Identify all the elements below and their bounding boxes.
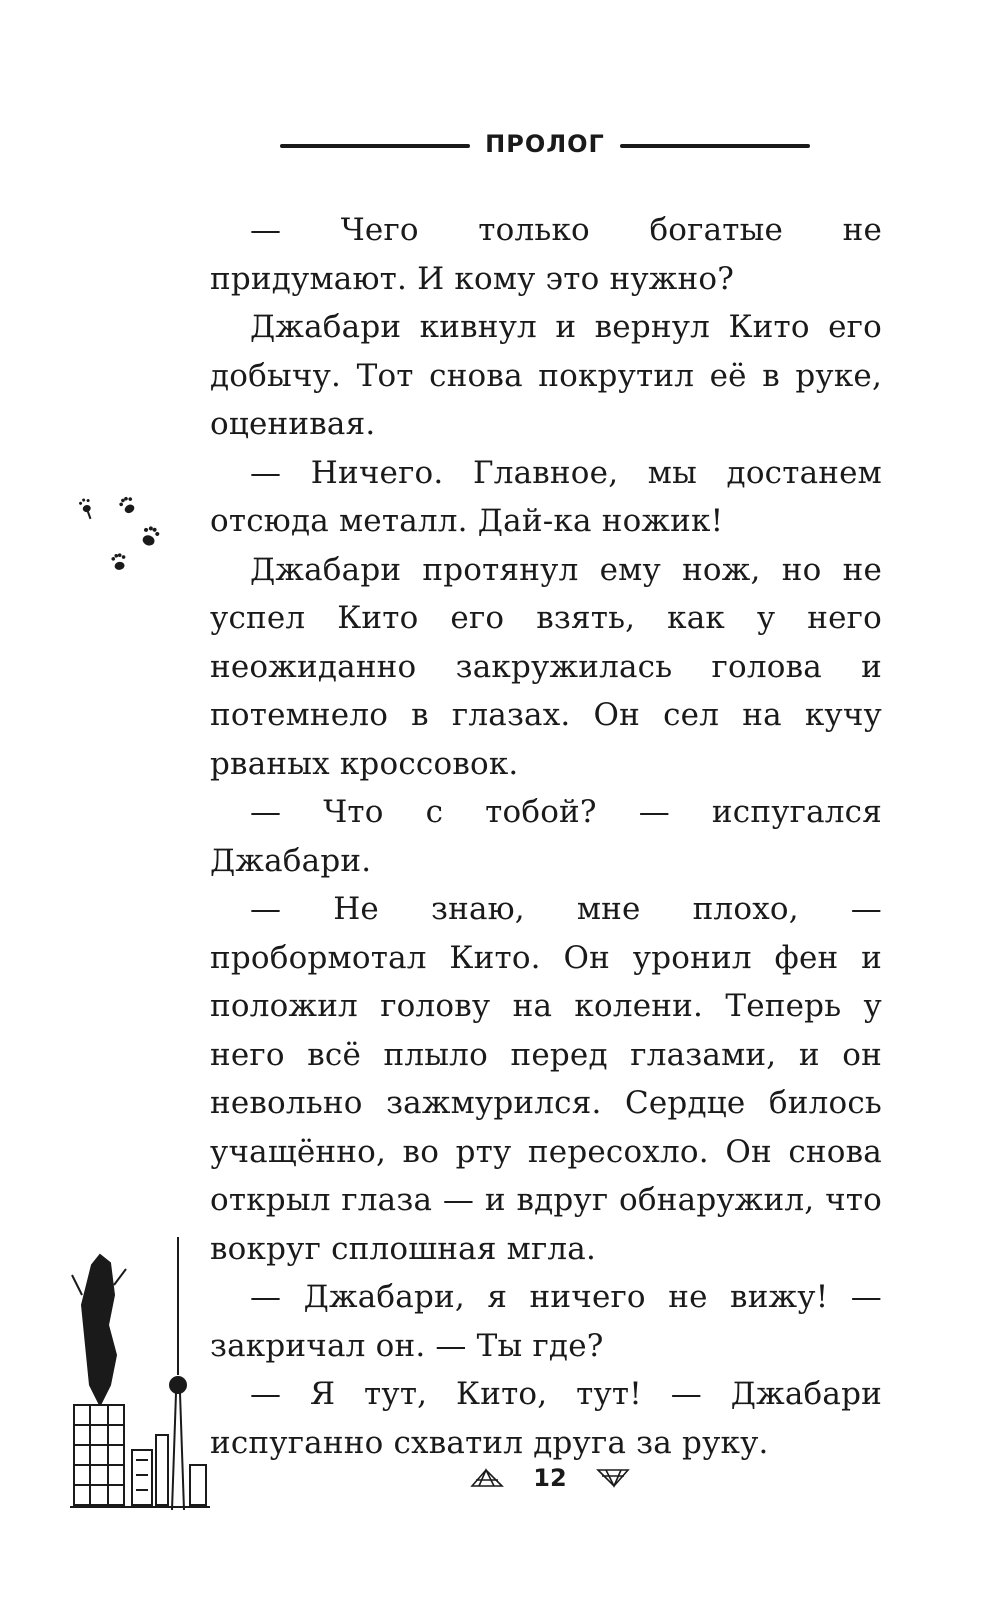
chapter-header: [280, 126, 810, 166]
paragraph: — Что с тобой? — испугался Джабари.: [210, 794, 882, 879]
body-text: [210, 206, 882, 1467]
diamond-ornament-icon: [596, 1466, 630, 1490]
paw-prints-icon: [70, 495, 180, 595]
paragraph: — Чего только богатые не придумают. И кому это нужно?: [210, 212, 882, 297]
page-footer: [470, 1460, 630, 1500]
paragraph: Джабари протянул ему нож, но не успел Кито его взять, как у него неожиданно закружилась голова и потемнело в глазах. Он сел на кучу рваных кроссовок.: [210, 551, 882, 782]
header-rule-left: [280, 144, 470, 148]
paragraph: — Я тут, Кито, тут! — Джабари испуганно схватил друга за руку.: [210, 1376, 882, 1461]
page-number: 12: [533, 1464, 567, 1492]
paragraph: — Не знаю, мне плохо, — пробормотал Кито. Он уронил фен и положил голову на колени. Теперь у него всё плыло перед глазами, и он невольно зажмурился. Сердце билось учащённо, во рту пересохло. Он снова открыл глаза — и вдруг обнаружил, что вокруг сплошная мгла.: [210, 891, 882, 1267]
diamond-ornament-icon: [470, 1466, 504, 1490]
header-rule-right: [620, 144, 810, 148]
paragraph: — Джабари, я ничего не вижу! — закричал он. — Ты где?: [210, 1279, 882, 1364]
chapter-title: ПРОЛОГ: [485, 130, 605, 158]
paragraph: — Ничего. Главное, мы достанем отсюда металл. Дай-ка ножик!: [210, 454, 882, 539]
paragraph: Джабари кивнул и вернул Кито его добычу. Тот снова покрутил её в руке, оценивая.: [210, 309, 882, 442]
city-sketch-tv-tower-icon: [70, 1235, 210, 1510]
